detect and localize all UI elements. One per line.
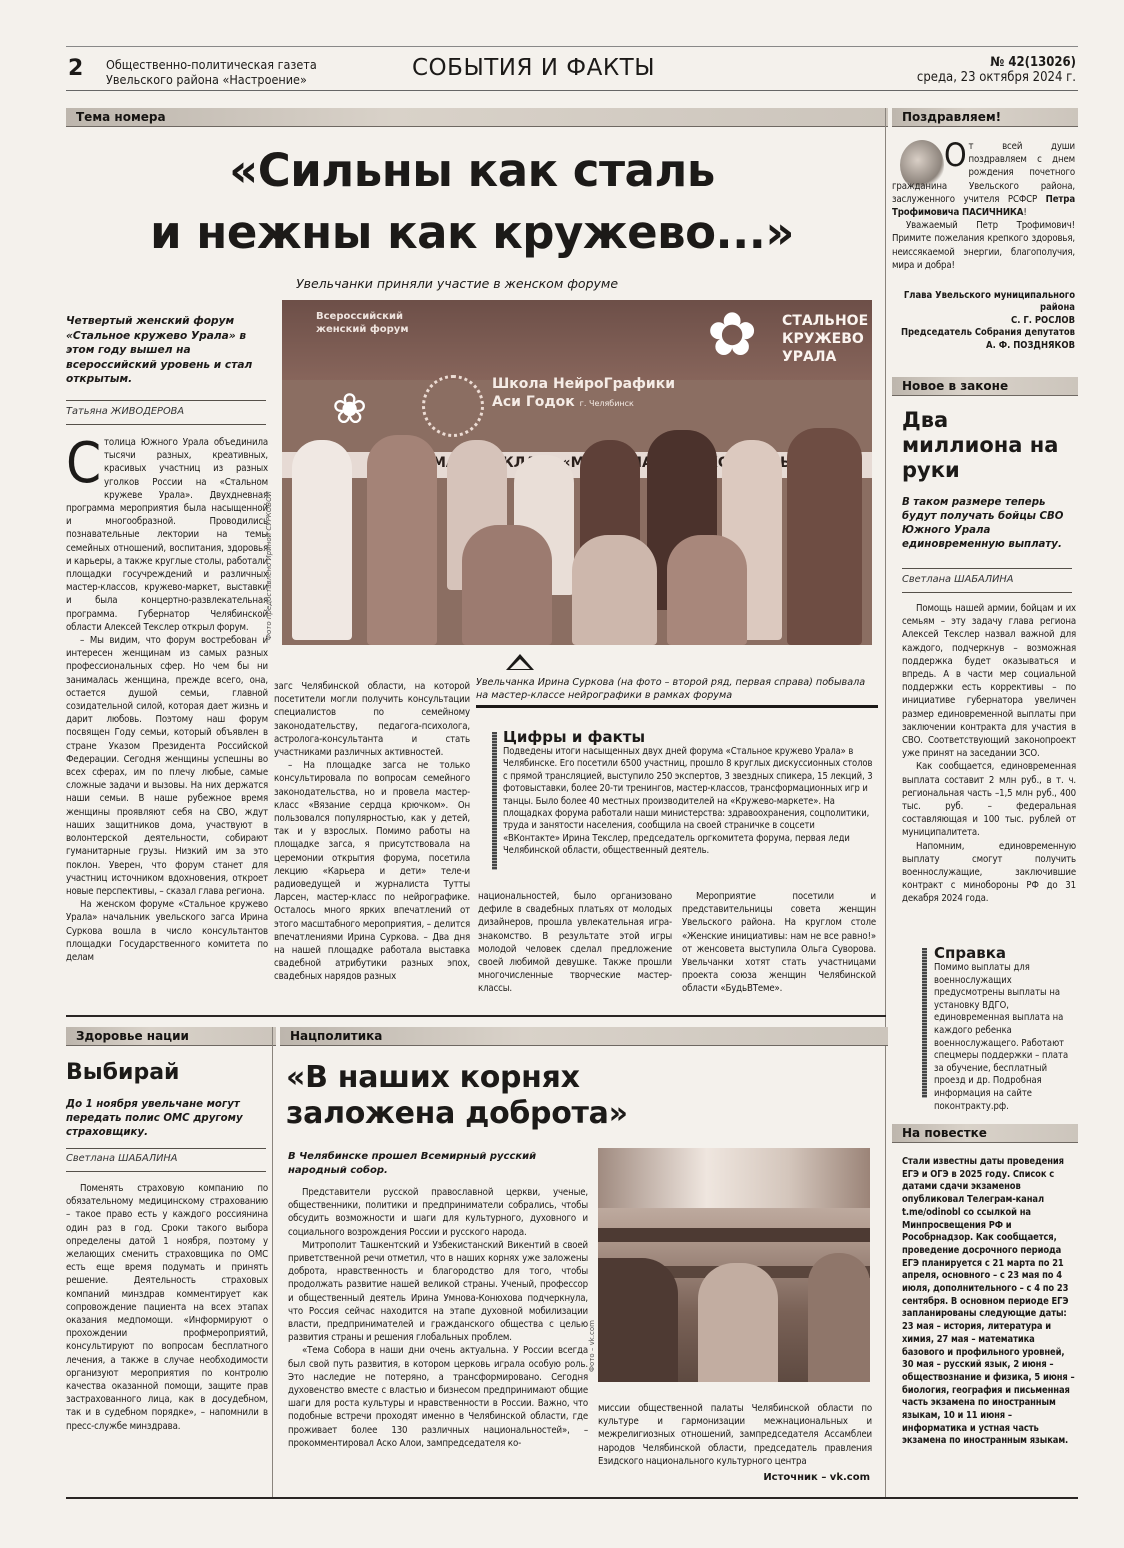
reference-box bbox=[934, 944, 1076, 1113]
law-lead: В таком размере теперь будут получать бойцы СВО Южного Урала единовременную выплату. bbox=[902, 497, 1064, 550]
reference-title: Справка bbox=[934, 944, 1007, 962]
main-lead: Четвертый женский форум «Стальное кружево Урала» в этом году вышел на всероссийский уровень и стал открытым. bbox=[66, 315, 253, 385]
section-title: СОБЫТИЯ И ФАКТЫ bbox=[412, 55, 656, 81]
top-rule bbox=[66, 46, 1078, 47]
nat-p3: «Тема Собора в наши дни очень актуальна. У России всегда был свой путь развития, в котором церковь играла особую роль. Это наследие не потеряно, а трансформировано. Сегодня духовенство вместе с властью и бизнесом предпринимают общие шаги для роста культуры и нравственности в России. Важно, что подобные встречи проходят именно в Челябинской области, где проживает более 130 различных национальностей», – прокомментировал Аско Алои, зампредседателя ко- bbox=[288, 1345, 588, 1449]
person bbox=[808, 1253, 870, 1382]
law-text bbox=[902, 602, 1076, 906]
law-p3: Напомним, единовременную выплату смогут получить военнослужащие, заключившие контракт с минобороны РФ до 31 декабря 2024 года. bbox=[902, 840, 1076, 905]
person-seated bbox=[572, 535, 657, 645]
main-col2-p1: загс Челябинской области, на которой посетители могли получить консультации специалистов по семейному законодательству, педагога-психолога, астролога-консультанта и стать участниками различных активностей. bbox=[274, 681, 470, 759]
rubric-health: Здоровье нации bbox=[66, 1027, 276, 1046]
reference-text: Помимо выплаты для военнослужащих предусмотрены выплаты на установку ВДГО, единовременная выплата на каждого ребенка военнослужащего. Работают спецмеры поддержки – плата за обучение, бесплатный проезд и др. Подробная информация на сайте поконтракту.рф. bbox=[934, 962, 1069, 1112]
lotus-logo: ❀ bbox=[332, 384, 368, 433]
congrats-text-c: ! bbox=[1023, 207, 1027, 219]
star-logo: ✿ bbox=[707, 300, 758, 370]
health-lead: До 1 ноября увельчане могут передать полис ОМС другому страховщику. bbox=[66, 1099, 243, 1138]
law-author: Светлана ШАБАЛИНА bbox=[902, 574, 1014, 585]
assembly-photo bbox=[598, 1148, 870, 1382]
column-divider bbox=[272, 1027, 273, 1497]
congrats-text-a: т всей души поздравляем с днем рождения почетного гражданина Увельского района, заслуженного учителя РСФСР bbox=[892, 141, 1075, 205]
issue-info bbox=[917, 55, 1076, 85]
main-col2 bbox=[274, 680, 470, 984]
page-number: 2 bbox=[68, 56, 84, 81]
facts-bar bbox=[492, 732, 497, 870]
congrats-honoree: Петра Трофимовича ПАСИЧНИКА bbox=[892, 193, 1075, 219]
main-title-line1: «Сильны как сталь bbox=[229, 144, 715, 197]
caption-rule bbox=[476, 705, 878, 708]
facts-text: Подведены итоги насыщенных двух дней форума «Стальное кружево Урала» в Челябинске. Его посетили 6500 участниц, прошло 8 круглых дискуссионных столов с прямой трансляцией, выступило 250 экспертов, 3 звездных спикера, 15 лекций, 3 фотовыставки, более 20-ти тренингов, мастер-классов, трансформационных игр и танцы. Было более 40 местных производителей на «Кружево-маркете». На площадках форума работали наши министерства: здравоохранения, соцполитики, труда и занятости населения, сообщила на своей страничке в соцсети «ВКонтакте» Ирина Текслер, председатель оргкомитета форума, первая леди Челябинской области, общественный деятель. bbox=[503, 746, 873, 857]
nat-p4: миссии общественной палаты Челябинской области по культуре и гармонизации межнациональных и межрелигиозных отношений, зампредседателя Ассамблеи народов Челябинской области, председатель правления Езидского национального культурного центра bbox=[598, 1403, 872, 1467]
main-col4 bbox=[682, 890, 876, 996]
main-col1-p2: – Мы видим, что форум востребован и интересен женщинам из самых разных профессиональных сфер. Но чем бы ни занималась женщина, прежде всего, она, остается душой семьи, главной созидательной силой, которая дает жизнь и дарит любовь. Поэтому наш форум посвящен Году семьи, который объявлен в стране Указом Президента Российской Федерации. Сегодня женщины успешны во всех сферах, им по плечу любые, самые сложные задачи и вызовы. На них держатся наши семьи. В наше рубежное время женщины проявляют себя на СВО, ждут наших защитников дома, участвуют в волонтерской деятельности, собирают гуманитарные грузы. Низкий им за это поклон. Уверен, что форум станет для участниц источником вдохновения, откроет новые перспективы, – сказал глава региона. bbox=[66, 635, 268, 897]
nat-photo-credit: Фото – vk.com bbox=[588, 1320, 596, 1372]
nat-p1: Представители русской православной церкви, ученые, общественники, политики и предприниматели собрались, чтобы обсудить возможности и шаги для культурного, духовного и социального возрождения России и русского народа. bbox=[288, 1187, 588, 1238]
main-col1 bbox=[66, 431, 268, 964]
photo-banner-name-main: Аси Годок bbox=[492, 394, 575, 410]
sign-head-title: Глава Увельского муниципального района bbox=[903, 290, 1075, 314]
nat-title-line2: заложена доброта» bbox=[286, 1096, 628, 1131]
rule bbox=[66, 1171, 266, 1172]
rubric-law: Новое в законе bbox=[892, 377, 1078, 396]
dropcap: С bbox=[66, 431, 102, 496]
main-col2-p2: – На площадке загса не только консультировала по вопросам семейного законодательства, но и провела мастер-класс «Вязание сердца крючком». Он пользовался популярностью, как у детей, так и у взрослых. Помимо работы на площадке загса, я присутствовала на церемонии открытия форума, посетила лекцию «Карьера и дети» теле-и радиоведущей и журналиста Тутты Ларсен, мастер-класс по нейрографике. Осталось много ярких впечатлений от этого масштабного мероприятия, – делится впечатлениями Ирина Суркова. – Два дня на нашей площадке работала выставка свадебной атрибутики разных эпох, свадебных нарядов разных bbox=[274, 760, 470, 983]
section-rule bbox=[66, 1015, 886, 1017]
photo-banner-name bbox=[492, 394, 634, 410]
column-divider bbox=[885, 108, 886, 1498]
nat-text-cont bbox=[598, 1402, 872, 1468]
health-title: Выбирай bbox=[66, 1060, 180, 1085]
rubric-agenda: На повестке bbox=[892, 1124, 1078, 1143]
congrats-wishes: Уважаемый Петр Трофимович! Примите пожелания крепкого здоровья, неиссякаемой энергии, благополучия, мира и добра! bbox=[892, 220, 1075, 271]
nat-source: Источник – vk.com bbox=[763, 1472, 870, 1483]
rule bbox=[902, 568, 1072, 569]
photo-banner-brand: СТАЛЬНОЕ КРУЖЕВО УРАЛА bbox=[782, 313, 869, 365]
person bbox=[367, 435, 437, 645]
rule bbox=[66, 1148, 266, 1149]
photo-banner-forum: Всероссийский женский форум bbox=[316, 311, 409, 335]
issue-number: № 42(13026) bbox=[990, 55, 1076, 70]
law-p2: Как сообщается, единовременная выплата составит 2 млн руб., в т. ч. региональная часть –1,5 млн руб., 400 тыс. руб. – федеральная составляющая и 100 тыс. рублей от муниципалитета. bbox=[902, 761, 1076, 839]
congrats-text bbox=[892, 136, 1075, 272]
photo-banner-school: Школа НейроГрафики bbox=[492, 376, 676, 392]
agenda-text: Стали известны даты проведения ЕГЭ и ОГЭ в 2025 году. Список с датами сдачи экзаменов опубликовал Телеграм-канал t.me/odinobl со ссылкой на Минпросвещения РФ и Рособрнадзор. Как сообщается, проведение досрочного периода ЕГЭ планируется с 21 марта по 21 апреля, основного – с 23 мая по 4 июля, дополнительного – с 4 по 23 сентября. В основном периоде ЕГЭ запланированы следующие даты: 23 мая – история, литература и химия, 27 мая – математика базового и профильного уровней, 30 мая – русский язык, 2 июня – обществознание и физика, 5 июня – биология, география и письменная часть экзамена по иностранным языкам, 10 и 11 июня – информатика и устная часть экзамена по иностранным языкам. bbox=[902, 1156, 1075, 1447]
header-rule bbox=[66, 90, 1078, 91]
forum-photo bbox=[282, 300, 872, 645]
health-author: Светлана ШАБАЛИНА bbox=[66, 1153, 178, 1164]
photo-banner-city: г. Челябинск bbox=[579, 399, 634, 408]
nat-lead: В Челябинске прошел Всемирный русский народный собор. bbox=[288, 1151, 537, 1176]
nat-text bbox=[288, 1186, 588, 1450]
facts-box bbox=[503, 728, 873, 858]
main-col4-text: Мероприятие посетили и представительницы совета женщин Увельского района. На круглом столе «Женские инициативы: нам не все равно!» от женсовета выступила Ольга Суворова. Увельчанки хотят стать участницами проекта союза женщин Челябинской области «БудьВТеме». bbox=[682, 891, 876, 995]
photo-caption: Увельчанка Ирина Суркова (на фото – второй ряд, первая справа) побывала на мастер-классе нейрографики в рамках форума bbox=[476, 677, 866, 701]
person bbox=[787, 428, 862, 645]
facts-title: Цифры и факты bbox=[503, 728, 646, 746]
triangle-icon-inner bbox=[510, 659, 530, 669]
law-title: Два миллиона на руки bbox=[902, 408, 1059, 482]
person bbox=[292, 440, 352, 640]
photo-wall bbox=[598, 1148, 870, 1208]
paper-name-line1: Общественно-политическая газета bbox=[106, 57, 317, 72]
rubric-main: Тема номера bbox=[66, 108, 888, 127]
person-seated bbox=[462, 525, 552, 645]
main-col3-text: национальностей, было организовано дефиле в свадебных платьях от молодых дизайнеров, прошла увлекательная игра-знакомство. В результате этой игры молодой человек сделал предложение своей любимой девушке. Также прошли многочисленные творческие мастер-классы. bbox=[478, 891, 672, 995]
nat-title-line1: «В наших корнях bbox=[286, 1060, 580, 1095]
sign-chair: Председатель Собрания депутатов А. Ф. ПОЗДНЯКОВ bbox=[900, 327, 1075, 351]
rubric-nat: Нацполитика bbox=[280, 1027, 888, 1046]
main-col1-p3: На женском форуме «Стальное кружево Урала» начальник увельского загса Ирина Суркова вошла в число консультантов площадки Государственного комитета по делам bbox=[66, 899, 268, 963]
main-col1-p1: толица Южного Урала объединила тысячи разных, креативных, красивых участниц из разных уголков России на «Стальном кружеве Урала». Двухдневная программа мероприятия была насыщенной и многообразной. Проводились познавательные лектории на темы семейных отношений, воспитания, здоровья и карьеры, а также круглые столы, работали площадки госучреждений и различных мастер-классов, кружево-маркет, выставки и была концертно-развлекательная программа. Губернатор Челябинской области Алексей Текслер открыл форум. bbox=[66, 437, 268, 633]
issue-date: среда, 23 октября 2024 г. bbox=[916, 70, 1076, 85]
congrats-dropcap: О bbox=[944, 136, 967, 174]
congrats-signatures bbox=[892, 290, 1075, 352]
nat-title bbox=[286, 1060, 628, 1132]
health-p1: Поменять страховую компанию по обязательному медицинскому страхованию – такое право есть у каждого россиянина один раз в год. Сроки такого выбора определены датой 1 ноября, поэтому у желающих сменить страховщика по ОМС есть еще время подумать и принять решение. Деятельность страховых компаний минздрав комментирует как сопровождение пациента на всех этапах оказания медпомощи. «Информируют о прохождении профмероприятий, консультируют по вопросам бесплатного лечения, а также в случае необходимости организуют мероприятия по контролю качества оказанной помощи, защите прав застрахованного лица, как в досудебном, так и в судебном порядке», – напомнили в пресс-службе минздрава. bbox=[66, 1183, 268, 1432]
person bbox=[698, 1263, 778, 1382]
paper-name-line2: Увельского района «Настроение» bbox=[106, 71, 307, 87]
law-p1: Помощь нашей армии, бойцам и их семьям – эту задачу глава региона Алексей Текслер назвал важной для каждого, подчеркнув – возможная поддержка будет оказываться и впредь. А в части мер социальной поддержки есть коррективы – по инициативе губернатора увеличен размер единовременной выплаты при заключении контракта для участия в СВО. Соответствующий законопроект уже принят на заседании ЗСО. bbox=[902, 603, 1076, 760]
sign-head-name: С. Г. РОСЛОВ bbox=[1011, 314, 1075, 326]
main-col3 bbox=[478, 890, 672, 996]
rule bbox=[66, 424, 266, 425]
photo-credit: Фото предоставлено Ириной СУРКОВОЙ bbox=[265, 491, 273, 640]
bottom-rule bbox=[66, 1497, 1078, 1499]
rubric-congrats: Поздравляем! bbox=[892, 108, 1078, 127]
person bbox=[598, 1258, 678, 1382]
rule bbox=[902, 592, 1072, 593]
reference-bar bbox=[922, 948, 927, 1098]
main-title-line2: и нежны как кружево...» bbox=[150, 206, 794, 259]
wreath-logo bbox=[422, 375, 484, 437]
health-text bbox=[66, 1182, 268, 1433]
main-author: Татьяна ЖИВОДЕРОВА bbox=[66, 406, 185, 417]
person-seated bbox=[667, 535, 747, 645]
main-title bbox=[66, 140, 878, 264]
paper-name bbox=[106, 58, 317, 87]
main-subtitle: Увельчанки приняли участие в женском форуме bbox=[296, 276, 619, 291]
rule bbox=[66, 400, 266, 401]
desk-row bbox=[598, 1228, 870, 1242]
nat-p2: Митрополит Ташкентский и Узбекистанский Викентий в своей приветственной речи отметил, что в наших корнях уже заложены доброта, нравственность и благородство для того, чтобы продолжать развитие нашей великой страны. Ученый, профессор и общественный деятель Ирина Умнова-Конюхова подчеркнула, что Россия сейчас находится на этапе духовной мобилизации власти, предпринимателей и гражданского общества с целью развития страны и решения глобальных проблем. bbox=[288, 1239, 588, 1344]
